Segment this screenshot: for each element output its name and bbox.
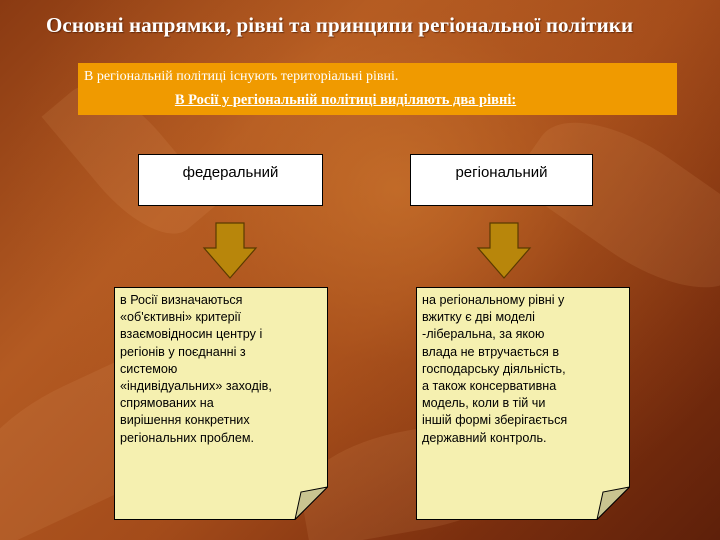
banner-line-1: В регіональній політиці існують територіальні рівні. <box>84 69 399 84</box>
description-note-regional <box>416 287 630 520</box>
description-text-federal: в Росії визначаються «об'єктивні» критерії взаємовідносин центру і регіонів у поєднанні з системою «індивідуальних» заходів, спрямованих на вирішення конкретних регіональних проблем. <box>120 293 272 445</box>
description-text-regional: на регіональному рівні у вжитку є дві моделі -ліберальна, за якою влада не втручається в господарську діяльність, а також консервативна модель, коли в тій чи іншій формі зберігається державний контроль. <box>422 293 568 445</box>
down-arrow-icon <box>476 222 532 280</box>
level-box-federal: федеральний <box>138 154 323 206</box>
banner-line-2: В Росії у регіональній політиці виділяють два рівні: <box>174 92 517 108</box>
intro-banner <box>78 63 677 115</box>
level-box-regional: регіональний <box>410 154 593 206</box>
slide-title: Основні напрямки, рівні та принципи регіональної політики <box>46 13 634 37</box>
description-note-federal <box>114 287 328 520</box>
down-arrow-icon <box>202 222 258 280</box>
